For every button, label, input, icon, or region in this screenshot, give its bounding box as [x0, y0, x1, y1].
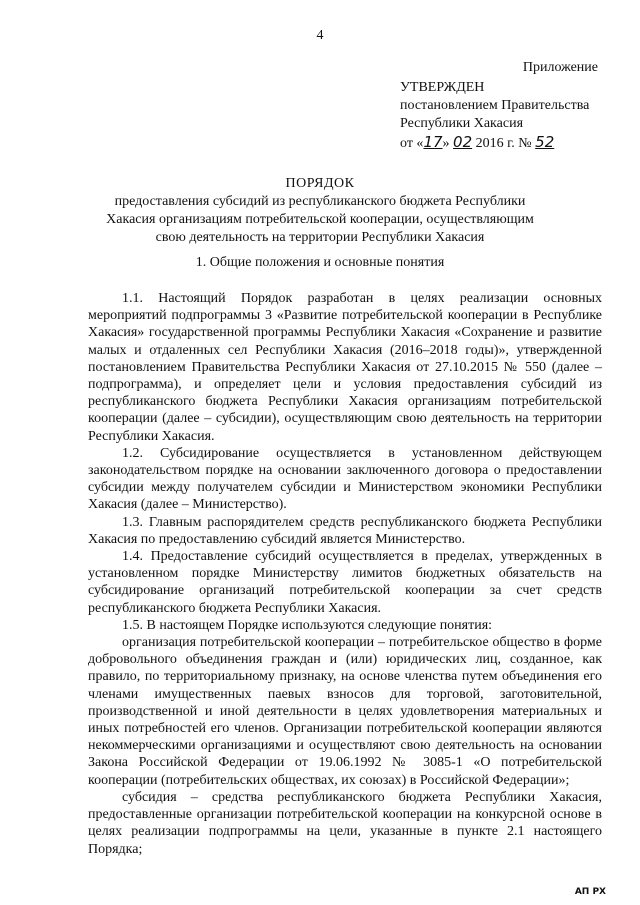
date-year: 2016 г. №: [475, 136, 532, 151]
handwritten-day: 17: [423, 133, 443, 151]
section-heading: 1. Общие положения и основные понятия: [195, 255, 445, 270]
paragraph-1-1: 1.1. Настоящий Порядок разработан в целях реализации основных мероприятий подпрограммы 3 «Развитие потребительской кооперации в Республике Хакасия» государственной программы Республики Хакасия «Сохранение и развитие малых и отдаленных сел Республики Хакасия (2016–2018 годы)», утвержденной постановлением Правительства Республики Хакасия от 27.10.2015 № 550 (далее – подпрограмма), и определяет цели и условия предоставления субсидий из республиканского бюджета Республики Хакасия организациям потребительской кооперации (далее – субсидии), осуществляющим свою деятельность на территории Республики Хакасия.: [88, 291, 602, 444]
approval-republic: Республики Хакасия: [400, 116, 524, 131]
paragraph-1-3: 1.3. Главным распорядителем средств республиканского бюджета Республики Хакасия по предоставлению субсидий является Министерство.: [88, 514, 602, 547]
approval-date-line: [400, 133, 589, 153]
handwritten-month: 02: [453, 133, 473, 151]
approval-block: [400, 79, 589, 153]
paragraph-1-2: 1.2. Субсидирование осуществляется в установленном действующем законодательством порядке на основании заключенного договора о предоставлении субсидии между получателем субсидии и Министерством экономики Республики Хакасия (далее – Министерство).: [88, 445, 602, 513]
document-title: ПОРЯДОК: [285, 176, 355, 191]
appendix-label: Приложение: [522, 60, 598, 75]
definition-subsidy: субсидия – средства республиканского бюджета Республики Хакасия, предоставленные организации потребительской кооперации на конкурсной основе в целях реализации подпрограммы на цели, указанные в пункте 2.1 настоящего Порядка;: [88, 789, 602, 857]
document-subtitle: предоставления субсидий из республиканского бюджета Республики Хакасия организациям потребительской кооперации, осуществляющим свою деятельность на территории Республики Хакасия: [106, 194, 534, 245]
paragraph-1-5: 1.5. В настоящем Порядке используются следующие понятия:: [122, 617, 493, 633]
page-number: 4: [316, 28, 324, 43]
document-body: [88, 290, 602, 858]
approval-heading: УТВЕРЖДЕН: [400, 80, 485, 95]
handwritten-number: 52: [535, 133, 555, 151]
date-mid: »: [442, 136, 450, 151]
footer-code: АП РХ: [574, 887, 606, 897]
approval-resolution: постановлением Правительства: [400, 98, 590, 113]
date-prefix: от «: [400, 136, 424, 151]
definition-cooperative: организация потребительской кооперации – потребительское общество в форме добровольного объединения граждан и (или) юридических лиц, созданное, как правило, по территориальному признаку, на основе членства путем объединения его членами имущественных паевых взносов для торговой, заготовительной, производственной и иной деятельности в целях удовлетворения материальных и иных потребностей его членов. Организации потребительской кооперации являются некоммерческими организациями и осуществляют свою деятельность на основании Закона Российской Федерации от 19.06.1992 № 3085-1 «О потребительской кооперации (потребительских обществах, их союзах) в Российской Федерации»;: [88, 635, 602, 788]
paragraph-1-4: 1.4. Предоставление субсидий осуществляется в пределах, утвержденных в установленном порядке Министерству лимитов бюджетных обязательств на субсидирование организаций потребительской кооперации за счет средств республиканского бюджета Республики Хакасия.: [88, 549, 602, 616]
